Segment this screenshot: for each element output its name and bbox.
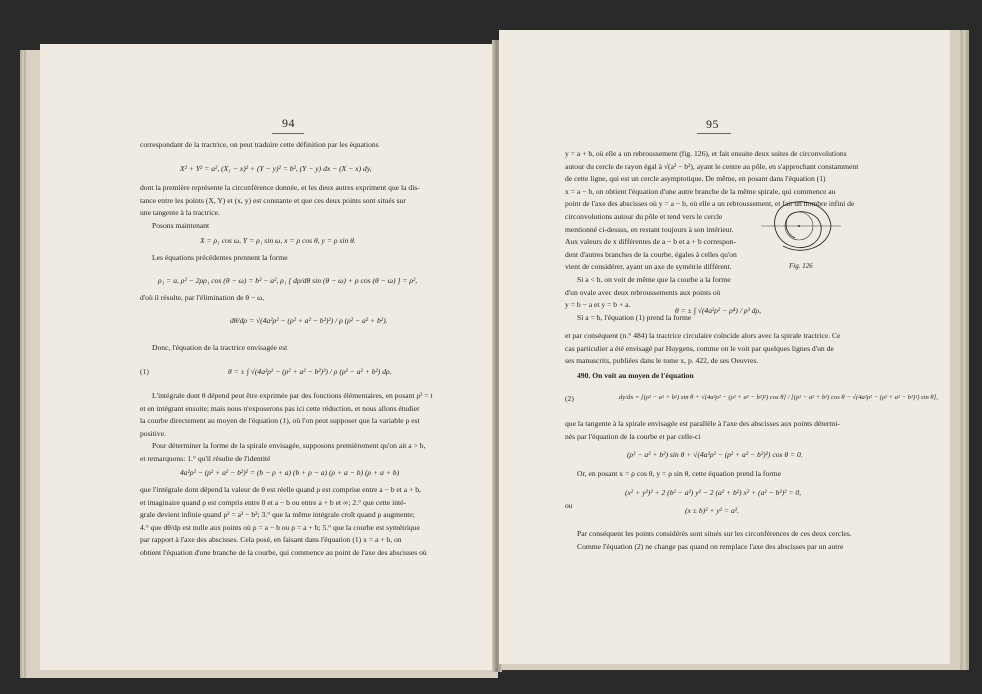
text-line: L'intégrale dont θ dépend peut être exprimée par des fonctions élémentaires, en posant ρ² = t bbox=[152, 391, 433, 400]
text-line: d'où il résulte, par l'élimination de θ − ω, bbox=[140, 293, 265, 302]
text-line: de cette ligne, qui est un cercle asymptotique. De même, en posant dans l'équation (1) bbox=[565, 174, 826, 184]
paragraph bbox=[565, 330, 895, 368]
figure-pole bbox=[798, 225, 800, 227]
paragraph bbox=[565, 418, 895, 443]
text-line: cas particulier a été envisagé par Huygens, comme on le voit par quelques lignes d'un de bbox=[565, 343, 834, 353]
text-line: nés par l'équation de la courbe et par celle-ci bbox=[565, 431, 701, 441]
connector-word: ou bbox=[565, 501, 573, 510]
text-line: Comme l'équation (2) ne change pas quand on remplace l'axe des abscisses par un autre bbox=[577, 541, 844, 551]
equation-number: (2) bbox=[565, 394, 574, 403]
text-line: Posons maintenant bbox=[152, 220, 210, 230]
paragraph bbox=[577, 468, 897, 481]
paragraph bbox=[565, 528, 895, 553]
paragraph bbox=[140, 484, 470, 560]
text-line: circonvolutions autour du pôle et tend vers le cercle bbox=[565, 211, 723, 221]
text-line: positive. bbox=[140, 428, 166, 438]
text-line: une tangente à la tractrice. bbox=[140, 208, 220, 218]
left-page bbox=[40, 44, 496, 670]
text-line: la courbe directement au moyen de l'équation (1), où l'on peut supposer que la variable ρ est bbox=[140, 416, 420, 426]
equation: X = ρ₁ cos ω, Y = ρ₁ sin ω, x = ρ cos θ, y = ρ sin θ. bbox=[200, 236, 356, 245]
text-line: obtient l'équation d'une branche de la courbe, qui commence au point de l'axe des abscisses où bbox=[140, 547, 427, 557]
page-number: 95 bbox=[706, 117, 719, 131]
text-line: x = a − b, on obtient l'équation d'une autre branche de la même spirale, qui commence au bbox=[565, 186, 836, 196]
text-line: vient de considérer, ayant un axe de symétrie différent. bbox=[565, 262, 732, 272]
text-line: et par conséquent (n.° 484) la tractrice circulaire coïncide alors avec la spirale tractrice. Ce bbox=[565, 331, 841, 340]
equation: (x ± b)² + y² = a². bbox=[685, 506, 739, 515]
equation: θ = ± ∫ √(4a²ρ² − (ρ² + a² − b²)²) / ρ (ρ² − a² + b²) dρ. bbox=[228, 367, 392, 376]
text-line: Aux valeurs de x différentes de a − b et a + b correspon- bbox=[565, 237, 736, 247]
text-line: 490. On voit au moyen de l'équation bbox=[577, 371, 694, 380]
page-number-rule bbox=[697, 133, 731, 134]
text-line: Par conséquent les points considérés sont situés sur les circonférences de ces deux cercles. bbox=[577, 529, 852, 538]
text-line: que l'intégrale dont dépend la valeur de θ est réelle quand ρ est comprise entre a − b et a + b, bbox=[140, 485, 421, 494]
text-line: dont la première représente la circonférence donnée, et les deux autres expriment que la dis- bbox=[140, 183, 420, 192]
equation: 4a²ρ² − (ρ² + a² − b²)² = (b − ρ + a) (b + ρ − a) (ρ + a − b) (ρ + a + b) bbox=[180, 468, 400, 477]
equation: dθ/dρ = √(4a²ρ² − (ρ² + a² − b²)²) / ρ (ρ² − a² + b²). bbox=[230, 316, 388, 325]
page-number-rule bbox=[272, 133, 304, 134]
paragraph bbox=[565, 148, 895, 324]
text-line: dent d'autres branches de la courbe, égales à celles qu'on bbox=[565, 249, 737, 259]
figure-126 bbox=[761, 190, 841, 262]
equation: (ρ² − a² + b²) sin θ + √(4a²ρ² − (ρ² + a² − b²)²) cos θ = 0. bbox=[627, 450, 803, 459]
text-line: d'un ovale avec deux rebroussements aux points où bbox=[565, 287, 721, 297]
text-line: mentionné ci-dessus, en restant toujours à son intérieur. bbox=[565, 224, 734, 234]
right-page bbox=[499, 30, 950, 664]
section-heading bbox=[577, 370, 897, 383]
equation: X² + Y² = a², (X₁ − x)² + (Y − y)² = b², (Y − y) dx − (X − x) dy, bbox=[180, 164, 372, 173]
paragraph bbox=[140, 182, 470, 232]
text-line: et en intégrant ensuite; mais nous n'exposerons pas ici cette réduction, et nous allons étudier bbox=[140, 403, 420, 413]
text-line: que la tangente à la spirale envisagée est parallèle à l'axe des abscisses aux points détermi- bbox=[565, 419, 840, 428]
text-line: tance entre les points (X, Y) et (x, y) est constante et que ces deux points sont situés sur bbox=[140, 195, 406, 205]
paragraph bbox=[140, 390, 470, 466]
equation: dy/dx = [(ρ² − a² + b²) sin θ + √(4a²ρ² − (ρ² + a² − b²)²) cos θ] / [(ρ² − a² + b²) cos θ − √(4a²ρ² − (ρ² + a² − b²)²) sin θ], bbox=[619, 394, 938, 401]
text-line: grale devient infinie quand ρ² = a² − b²; 3.° que la même intégrale croît quand ρ augmente; bbox=[140, 510, 415, 520]
equation: ρ₁ = a, ρ² − 2ρρ₁ cos (θ − ω) = b² − a², ρ₁ [ dρ/dθ sin (θ − ω) + ρ cos (θ − ω) ] = ρ², bbox=[158, 276, 418, 285]
equation-number: (1) bbox=[140, 367, 149, 376]
paragraph bbox=[152, 252, 472, 265]
text-line: et remarquons: 1.° qu'il résulte de l'identité bbox=[140, 453, 271, 463]
equation: (x² + y²)² + 2 (b² − a²) y² − 2 (a² + b²) x² + (a² − b²)² = 0, bbox=[625, 488, 802, 497]
text-line: Pour déterminer la forme de la spirale envisagée, supposons premièrement qu'on ait a > b, bbox=[152, 441, 426, 451]
text-line: ses manuscrits, publiées dans le tome x, p. 422, de ses Oeuvres. bbox=[565, 356, 759, 366]
text-line: par rapport à l'axe des abscisses. Cela posé, en faisant dans l'équation (1) x = a + b, on bbox=[140, 535, 402, 545]
figure-spiral-branch bbox=[775, 202, 831, 248]
text-line: autour du cercle de rayon égal à √(a² − b²), ayant le centre au pôle, en s'approchant constamment bbox=[565, 161, 859, 171]
text-line: Si a = b, l'équation (1) prend la forme bbox=[577, 312, 692, 322]
text-line: Or, en posant x = ρ cos θ, y = ρ sin θ, cette équation prend la forme bbox=[577, 469, 782, 478]
equation: θ = ± ∫ √(4a²ρ² − ρ⁴) / ρ³ dρ, bbox=[675, 306, 761, 315]
paragraph bbox=[140, 139, 460, 152]
page-number: 94 bbox=[282, 116, 295, 130]
figure-caption: Fig. 126 bbox=[789, 262, 813, 270]
paragraph bbox=[152, 342, 472, 355]
text-line: y = b − a et y = b + a. bbox=[565, 300, 631, 310]
text-line: correspondant de la tractrice, on peut traduire cette définition par les équations bbox=[140, 140, 379, 149]
text-line: Les équations précédentes prennent la forme bbox=[152, 253, 288, 262]
text-line: 4.° que dθ/dρ est nulle aux points où ρ = a − b ou ρ = a + b; 5.° que la courbe est symétrique bbox=[140, 522, 420, 532]
text-line: Si a < b, on voit de même que la courbe a la forme bbox=[577, 274, 731, 284]
text-line: Donc, l'équation de la tractrice envisagée est bbox=[152, 343, 288, 352]
text-line: y = a + b, où elle a un rebroussement (fig. 126), et fait ensuite deux suites de circonvolutions bbox=[565, 149, 847, 158]
text-line: point de l'axe des abscisses où y = a − b, où elle a un rebroussement, et fait un nombre infini de bbox=[565, 199, 855, 209]
paragraph bbox=[140, 292, 460, 305]
text-line: et imaginaire quand ρ est compris entre 0 et a − b ou entre a + b et ∞; 2.° que cette inté- bbox=[140, 497, 407, 507]
